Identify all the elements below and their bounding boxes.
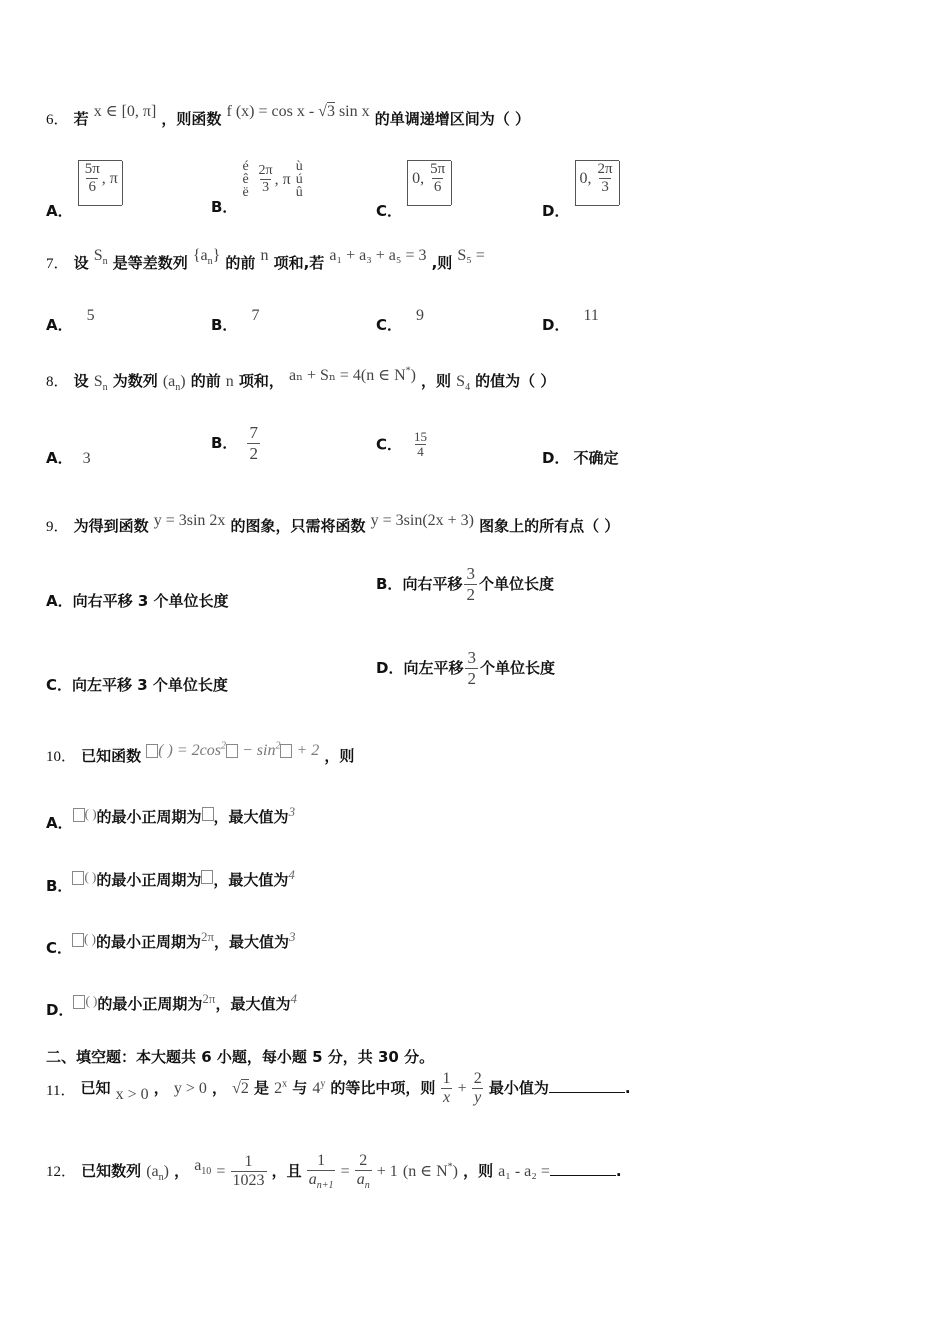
option-c[interactable]: C．9 xyxy=(376,307,425,334)
option-b[interactable]: B．( )的最小正周期为 ，最大值为$^4$ xyxy=(46,867,295,895)
question-9-stem: 9． 为得到函数 y = 3sin 2x 的图象，只需将函数 y = 3sin(2x + 3) 图象上的所有点（ ） xyxy=(46,512,620,535)
question-7-stem: 7． 设 $S_n$ 是等差数列 $\{a_n\}$ 的前 n 项和,若 a₁ + a₃ + a₅ = 3 ,则 S₅ = xyxy=(46,247,485,272)
function-expression: f (x) = cos x - √3 sin x xyxy=(226,103,370,120)
question-8-stem: 8． 设 $S_n$ 为数列 $(a_n)$ 的前 n 项和， aₙ + Sₙ = 4(n ∈ N*) ，则 $S_4$ 的值为（ ） xyxy=(46,365,556,394)
option-a[interactable]: A．5 xyxy=(46,307,95,334)
option-b[interactable]: B． é ê ë $\frac{2\pi}{3}$ , π ù ú û xyxy=(211,159,303,216)
option-d[interactable]: D． 0, $\frac{2\pi}{3}$ xyxy=(542,160,620,206)
option-d[interactable]: D． 不确定 xyxy=(542,449,619,467)
option-b[interactable]: B． $\frac{7}{2}$ xyxy=(211,423,258,463)
answer-blank[interactable] xyxy=(549,1092,625,1093)
question-number: 6． xyxy=(46,112,69,128)
option-a[interactable]: A．向右平移 3 个单位长度 xyxy=(46,592,229,610)
option-a[interactable]: A．( )的最小正周期为 ，最大值为$^3$ xyxy=(46,804,296,832)
option-d[interactable]: D．向左平移 $\frac{3}{2}$ 个单位长度 xyxy=(376,648,555,688)
option-c[interactable]: C．向左平移 3 个单位长度 xyxy=(46,676,228,694)
option-a[interactable]: A． 3 xyxy=(46,449,91,467)
option-d[interactable]: D．( )的最小正周期为$^{2\pi}$，最大值为$^4$ xyxy=(46,991,297,1019)
section-heading: 二、填空题：本大题共 6 小题，每小题 5 分，共 30 分。 xyxy=(46,1048,435,1066)
option-c[interactable]: C． 0, $\frac{5\pi}{6}$ xyxy=(376,160,452,206)
answer-blank[interactable] xyxy=(550,1175,616,1176)
domain-condition: x ∈ [0, π] xyxy=(93,103,157,120)
option-a[interactable]: A． $\frac{5\pi}{6}$ , π xyxy=(46,160,123,206)
option-c[interactable]: C．( )的最小正周期为$^{2\pi}$，最大值为$^3$ xyxy=(46,929,296,957)
option-c[interactable]: C． $\frac{15}{4}$ xyxy=(376,429,428,460)
question-12-stem: 12． 已知数列 $(a_n)$ ， $a_{10}$ = $\frac{1}{1023}$ ，且 $\frac{1}{a_{n+1}}$ = $\frac{2}{a_n}$ + 1 (n ∈ N*) ，则 a₁ - a₂ = . xyxy=(46,1152,622,1191)
option-d[interactable]: D．11 xyxy=(542,307,599,334)
question-6-stem: 6． 若 x ∈ [0, π] ，则函数 f (x) = cos x - √3 sin x 的单调递增区间为（ ） xyxy=(46,103,530,128)
question-10-stem: 10． 已知函数 ( ) = $2\cos^2 - \sin^2 + 2$ ，则 xyxy=(46,740,355,765)
option-b[interactable]: B．向右平移 $\frac{3}{2}$ 个单位长度 xyxy=(376,564,554,604)
option-b[interactable]: B．7 xyxy=(211,307,260,334)
question-11-stem: 11． 已知 x > 0 ， y > 0 ， √2 是 2$^x$ 与 4$^y$ 的等比中项，则 $\frac{1}{x}$ + $\frac{2}{y}$ 最小值为 . xyxy=(46,1070,631,1106)
